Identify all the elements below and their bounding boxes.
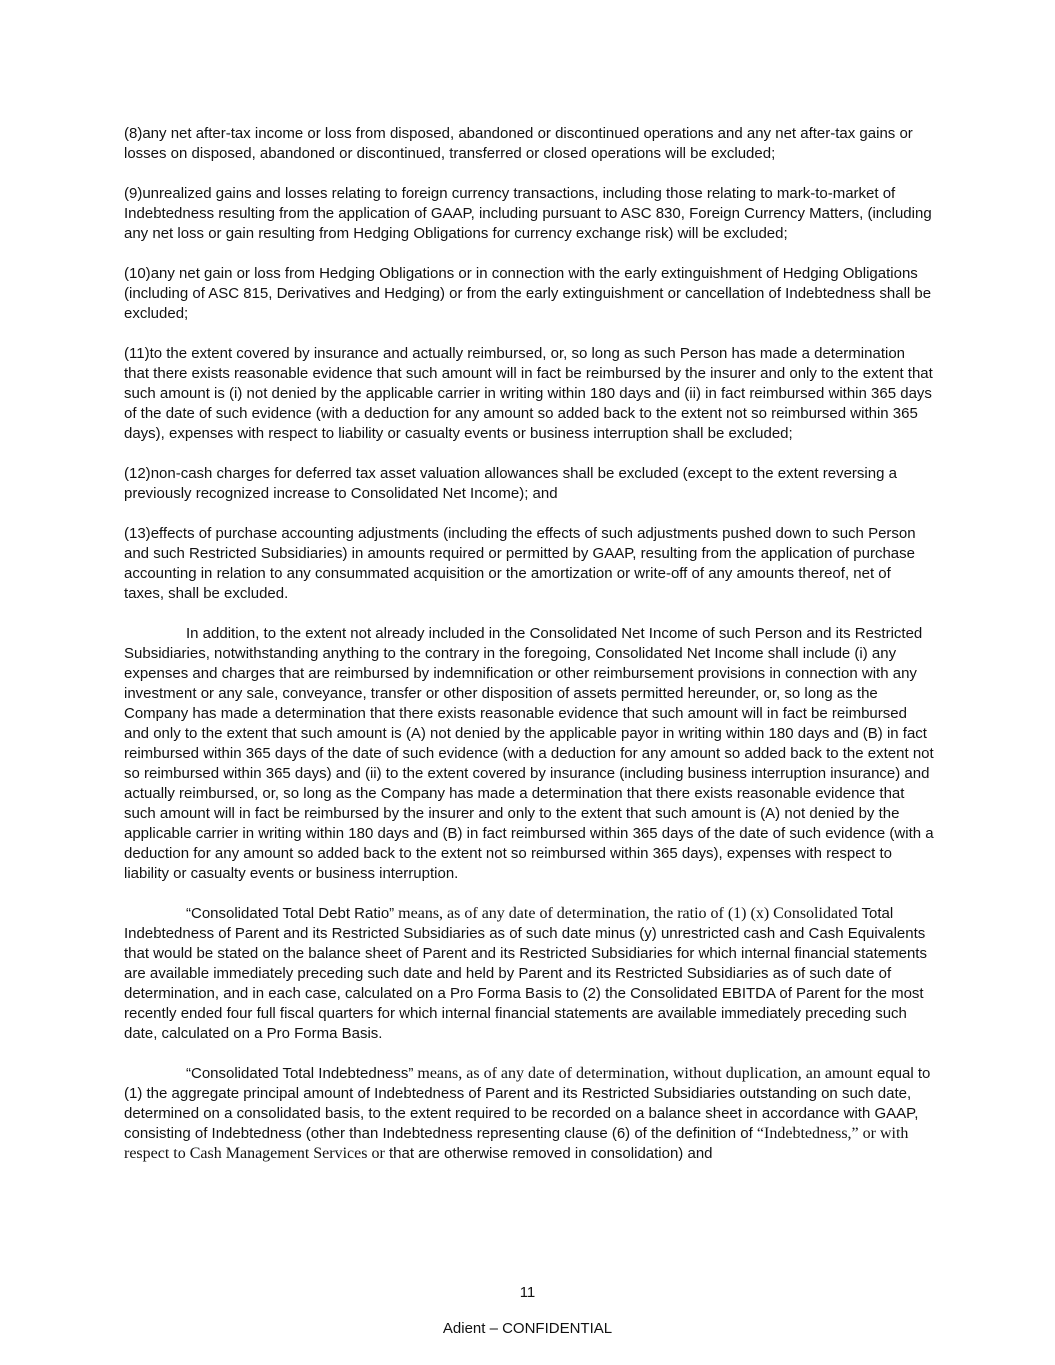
clause-text: any net after-tax income or loss from disposed, abandoned or discontinued operations and any net after-tax gains or losses on disposed, abandoned or discontinued, transferred or closed operations will be excluded; (124, 125, 913, 162)
clause-text: effects of purchase accounting adjustments (including the effects of such adjustments pushed down to such Person and such Restricted Subsidiaries) in amounts required or permitted by GAAP, resulting from the application of purchase accounting in relation to any consummated acquisition or the amortization or write-off of any amounts thereof, net of taxes, shall be excluded. (124, 525, 916, 602)
clause-text: non-cash charges for deferred tax asset valuation allowances shall be excluded (except to the extent reversing a previously recognized increase to Consolidated Net Income); and (124, 465, 897, 502)
page-number: 11 (519, 1284, 536, 1301)
definition-end: that are otherwise removed in consolidation) and (384, 1145, 713, 1162)
clause-13 (124, 524, 934, 604)
page-body (124, 124, 934, 1184)
clause-number: (9) (124, 185, 143, 202)
clause-number: (12) (124, 465, 151, 482)
clause-text: unrealized gains and losses relating to foreign currency transactions, including those relating to mark-to-market of Indebtedness resulting from the application of GAAP, including pursuant to ASC 830, Foreign Currency Matters, (including any net loss or gain resulting from Hedging Obligations for currency exchange risk) will be excluded; (124, 185, 932, 242)
definition-serif-tail: “Indebtedness,” or with respect to Cash Management Services or (124, 1125, 909, 1162)
clause-number: (11) (124, 345, 150, 362)
clause-8 (124, 124, 934, 164)
in-addition-paragraph: In addition, to the extent not already included in the Consolidated Net Income of such Person and its Restricted Subsidiaries, notwithstanding anything to the contrary in the foregoing, Consolidated Net Income shall include (i) any expenses and charges that are reimbursed by indemnification or other reimbursement provisions in connection with any investment or any sale, conveyance, transfer or other disposition of assets permitted hereunder, or, so long as the Company has made a determination that there exists reasonable evidence that such amount will in fact be reimbursed and only to the extent that such amount is (A) not denied by the applicable payor in writing within 180 days and (B) in fact reimbursed within 365 days of the date of such evidence (with a deduction for any amount so added back to the extent not so reimbursed within 365 days) and (ii) to the extent covered by insurance (including business interruption insurance) and actually reimbursed, or, so long as the Company has made a determination that there exists reasonable evidence that such amount will in fact be reimbursed by the insurer and only to the extent that such amount is (A) not denied by the applicable carrier in writing within 180 days and (B) in fact reimbursed within 365 days of the date of such evidence (with a deduction for any amount so added back to the extent not so reimbursed within 365 days), expenses with respect to liability or casualty events or business interruption. (124, 625, 934, 882)
definition-lead: means, as of any date of determination, without duplication, an amount (413, 1065, 873, 1082)
clause-number: (10) (124, 265, 151, 282)
confidential-footer: Adient – CONFIDENTIAL (442, 1320, 613, 1337)
definition-consolidated-total-indebtedness (124, 1064, 934, 1164)
clause-10 (124, 264, 934, 324)
clause-number: (8) (124, 125, 143, 142)
defined-term: “Consolidated Total Debt Ratio” (186, 905, 395, 922)
clause-9 (124, 184, 934, 244)
definition-lead: means, as of any date of determination, the ratio of (1) (x) Consolidated (394, 905, 858, 922)
clause-number: (13) (124, 525, 151, 542)
defined-term: “Consolidated Total Indebtedness” (186, 1065, 414, 1082)
clause-11 (124, 344, 934, 444)
definition-consolidated-total-debt-ratio (124, 904, 934, 1044)
definition-text: equal to (1) the aggregate principal amount of Indebtedness of Parent and its Restricted Subsidiaries outstanding on such date, determined on a consolidated basis, to the extent required to be recorded on a balance sheet in accordance with GAAP, consisting of Indebtedness (other than Indebtedness representing clause (6) of the definition of (124, 1065, 931, 1142)
definition-text: Total Indebtedness of Parent and its Restricted Subsidiaries as of such date minus (y) unrestricted cash and Cash Equivalents that would be stated on the balance sheet of Parent and its Restricted Subsidiaries for which internal financial statements are available immediately preceding such date and held by Parent and its Restricted Subsidiaries as of such date of determination, and in each case, calculated on a Pro Forma Basis to (2) the Consolidated EBITDA of Parent for the most recently ended four full fiscal quarters for which internal financial statements are available immediately preceding such date, calculated on a Pro Forma Basis. (124, 905, 927, 1042)
clause-text: any net gain or loss from Hedging Obligations or in connection with the early extinguishment of Hedging Obligations (including of ASC 815, Derivatives and Hedging) or from the early extinguishment or cancellation of Indebtedness shall be excluded; (124, 265, 932, 322)
clause-text: to the extent covered by insurance and actually reimbursed, or, so long as such Person has made a determination that there exists reasonable evidence that such amount will in fact be reimbursed by the insurer and only to the extent that such amount is (i) not denied by the applicable carrier in writing within 180 days and (ii) in fact reimbursed within 365 days of the date of such evidence (with a deduction for any amount so added back to the extent not so reimbursed within 365 days), expenses with respect to liability or casualty events or business interruption shall be excluded; (124, 345, 933, 442)
clause-12 (124, 464, 934, 504)
